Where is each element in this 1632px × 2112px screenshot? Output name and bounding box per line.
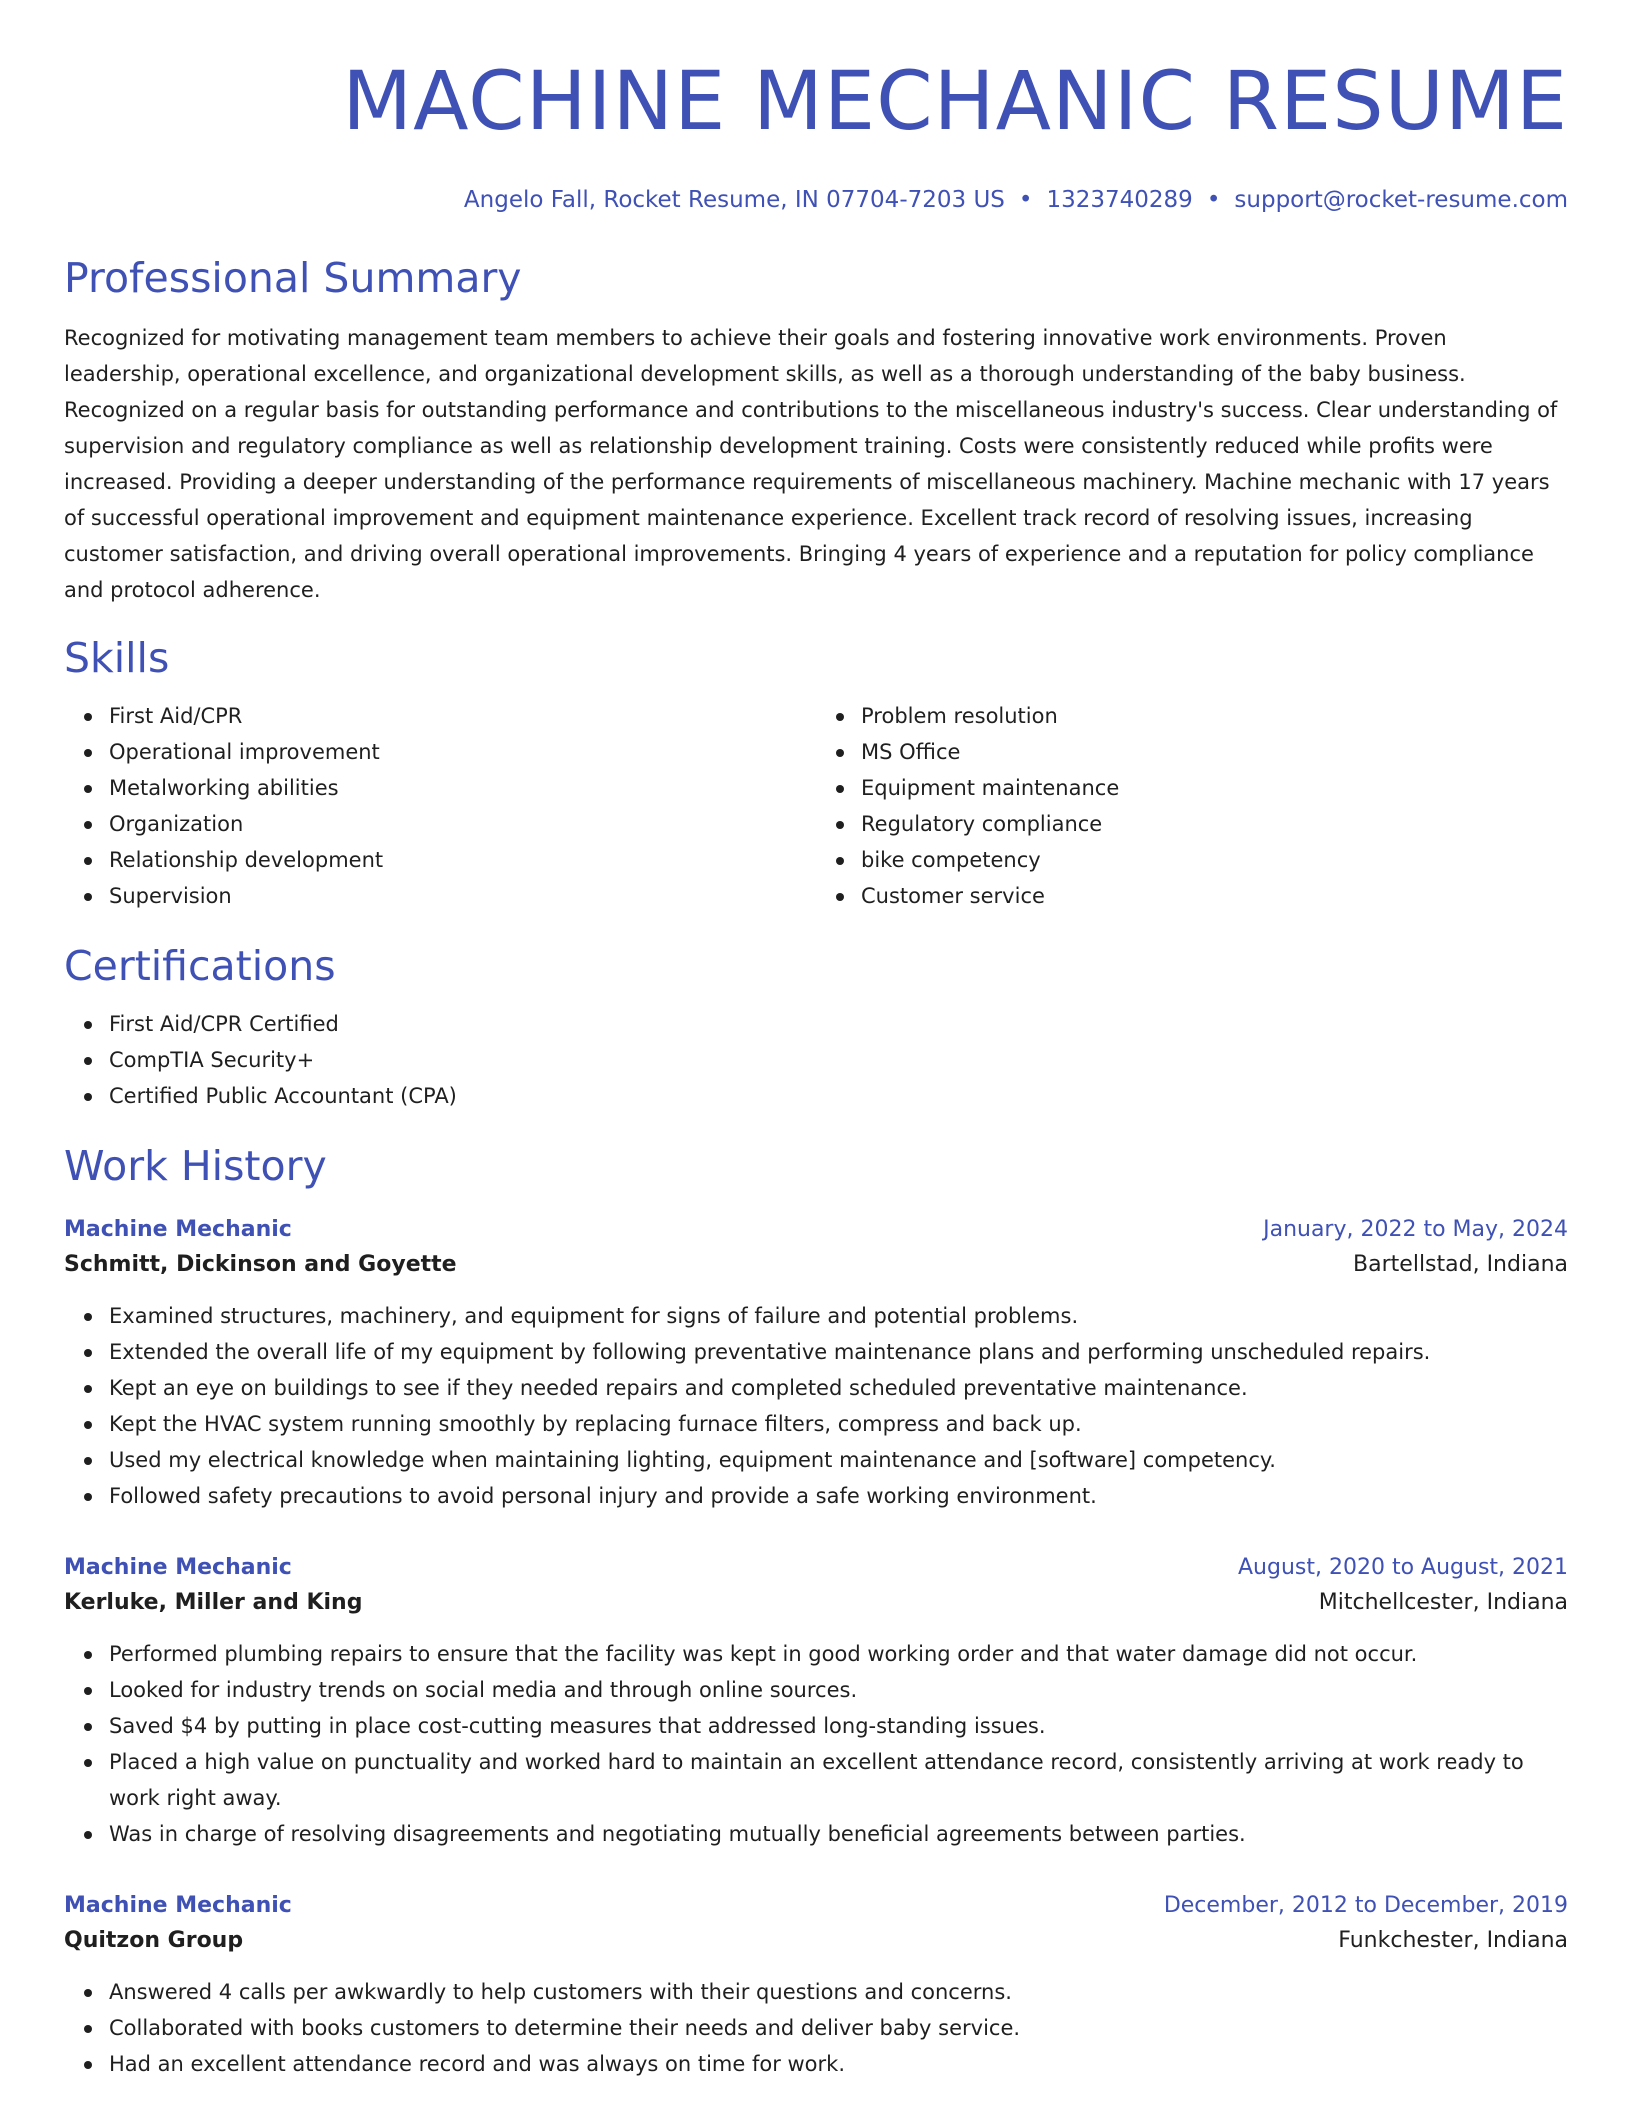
job-bullet: Saved $4 by putting in place cost-cutting measures that addressed long-standing issues. (109, 1708, 1568, 1744)
contact-address: Angelo Fall, Rocket Resume, IN 07704-7203 US (463, 187, 1005, 213)
contact-separator: • (1206, 187, 1221, 213)
skills-column-right (816, 698, 1568, 914)
job-title: Machine Mechanic (64, 1555, 292, 1580)
certifications-list (64, 1006, 1568, 1114)
job-bullet: Was in charge of resolving disagreements and negotiating mutually beneficial agreements between parties. (109, 1816, 1568, 1852)
job-bullet: Looked for industry trends on social media and through online sources. (109, 1672, 1568, 1708)
work-history-heading: Work History (64, 1142, 327, 1190)
job-bullet: Examined structures, machinery, and equipment for signs of failure and potential problems. (109, 1298, 1568, 1334)
job-location: Bartellstad, Indiana (1353, 1252, 1568, 1277)
skill-item: MS Office (861, 734, 1568, 770)
job-bullet: Placed a high value on punctuality and worked hard to maintain an excellent attendance record, consistently arriving at work ready to work right away. (109, 1744, 1568, 1816)
job-company: Quitzon Group (64, 1928, 244, 1953)
resume-page (64, 0, 1568, 2082)
contact-email[interactable]: support@rocket-resume.com (1234, 187, 1568, 213)
certification-item: CompTIA Security+ (109, 1042, 1568, 1078)
job-title: Machine Mechanic (64, 1893, 292, 1918)
skill-item: Equipment maintenance (861, 770, 1568, 806)
job-company: Kerluke, Miller and King (64, 1590, 363, 1615)
skill-item: Problem resolution (861, 698, 1568, 734)
job-bullet: Used my electrical knowledge when maintaining lighting, equipment maintenance and [software] competency. (109, 1442, 1568, 1478)
job-bullets (64, 1974, 1568, 2082)
skills-list (64, 698, 1568, 914)
job-location: Funkchester, Indiana (1338, 1928, 1568, 1953)
skill-item: Supervision (109, 878, 816, 914)
job-bullet: Kept the HVAC system running smoothly by replacing furnace filters, compress and back up. (109, 1406, 1568, 1442)
certifications-heading: Certifications (64, 942, 336, 990)
skill-item: Customer service (861, 878, 1568, 914)
skill-item: Organization (109, 806, 816, 842)
job-title: Machine Mechanic (64, 1217, 292, 1242)
job-location: Mitchellcester, Indiana (1318, 1590, 1568, 1615)
certification-item: Certified Public Accountant (CPA) (109, 1078, 1568, 1114)
job-bullets (64, 1298, 1568, 1514)
skill-item: Regulatory compliance (861, 806, 1568, 842)
job-bullet: Performed plumbing repairs to ensure that the facility was kept in good working order and that water damage did not occur. (109, 1636, 1568, 1672)
skill-item: Operational improvement (109, 734, 816, 770)
job-bullet: Extended the overall life of my equipment by following preventative maintenance plans and performing unscheduled repairs. (109, 1334, 1568, 1370)
skill-item: First Aid/CPR (109, 698, 816, 734)
job-bullet: Answered 4 calls per awkwardly to help customers with their questions and concerns. (109, 1974, 1568, 2010)
job-bullet: Collaborated with books customers to determine their needs and deliver baby service. (109, 2010, 1568, 2046)
job-dates: January, 2022 to May, 2024 (1263, 1217, 1568, 1242)
job-dates: August, 2020 to August, 2021 (1238, 1555, 1568, 1580)
skill-item: Metalworking abilities (109, 770, 816, 806)
job-bullets (64, 1636, 1568, 1852)
job-dates: December, 2012 to December, 2019 (1163, 1893, 1568, 1918)
skill-item: bike competency (861, 842, 1568, 878)
contact-phone: 1323740289 (1046, 187, 1193, 213)
job-entry (64, 1890, 1568, 2082)
job-entry (64, 1214, 1568, 1514)
resume-title: MACHINE MECHANIC RESUME (342, 55, 1568, 149)
skills-heading: Skills (64, 634, 170, 682)
job-bullet: Followed safety precautions to avoid personal injury and provide a safe working environment. (109, 1478, 1568, 1514)
job-bullet: Had an excellent attendance record and was always on time for work. (109, 2046, 1568, 2082)
certification-item: First Aid/CPR Certified (109, 1006, 1568, 1042)
job-bullet: Kept an eye on buildings to see if they needed repairs and completed scheduled preventative maintenance. (109, 1370, 1568, 1406)
skills-column-left (64, 698, 816, 914)
contact-separator: • (1018, 187, 1033, 213)
job-company: Schmitt, Dickinson and Goyette (64, 1252, 457, 1277)
contact-line (64, 184, 1568, 216)
job-entry (64, 1552, 1568, 1852)
summary-heading: Professional Summary (64, 254, 522, 302)
skill-item: Relationship development (109, 842, 816, 878)
summary-text: Recognized for motivating management team members to achieve their goals and fostering innovative work environments. Proven leadership, operational excellence, and organizational development skills, as well as a thorough understanding of the baby business. Recognized on a regular basis for outstanding performance and contributions to the miscellaneous industry's success. Clear understanding of supervision and regulatory compliance as well as relationship development training. Costs were consistently reduced while profits were increased. Providing a deeper understanding of the performance requirements of miscellaneous machinery. Machine mechanic with 17 years of successful operational improvement and equipment maintenance experience. Excellent track record of resolving issues, increasing customer satisfaction, and driving overall operational improvements. Bringing 4 years of experience and a reputation for policy compliance and protocol adherence. (64, 326, 1558, 602)
